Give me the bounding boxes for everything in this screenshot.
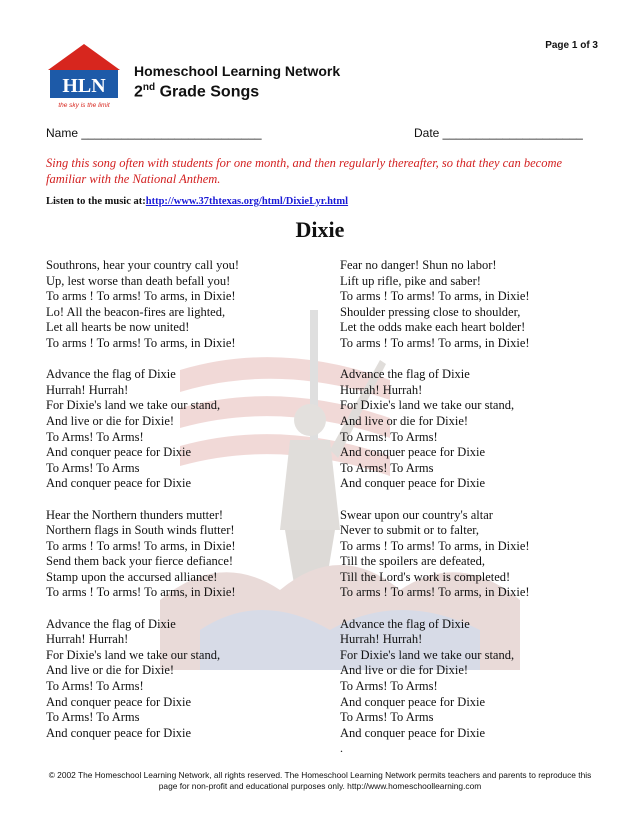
footer-line-1: © 2002 The Homeschool Learning Network, all rights reserved. The Homeschool Learning Network permits teachers and parents to reproduce this xyxy=(48,770,592,780)
page-title xyxy=(134,82,259,101)
lyric-line: Never to submit or to falter, xyxy=(340,523,480,538)
lyric-line: Let the odds make each heart bolder! xyxy=(340,320,526,335)
music-link[interactable]: http://www.37thtexas.org/html/DixieLyr.html xyxy=(145,196,349,207)
stanza xyxy=(340,258,600,352)
song-title: Dixie xyxy=(295,217,345,242)
lyric-line: And conquer peace for Dixie xyxy=(46,476,192,491)
lyric-line: Up, lest worse than death befall you! xyxy=(46,273,231,288)
lyric-line: To arms ! To arms! To arms, in Dixie! xyxy=(46,335,236,350)
lyric-line: For Dixie's land we take our stand, xyxy=(46,647,221,662)
stanza xyxy=(46,367,326,492)
lyric-line: Lo! All the beacon-fires are lighted, xyxy=(46,304,226,319)
lyric-line: And conquer peace for Dixie xyxy=(46,725,192,740)
lyric-line: And conquer peace for Dixie xyxy=(340,725,486,740)
stanza xyxy=(340,508,600,602)
lyric-line: For Dixie's land we take our stand, xyxy=(340,647,515,662)
lyrics-right-column xyxy=(340,258,600,757)
lyric-line: To arms ! To arms! To arms, in Dixie! xyxy=(46,538,236,553)
lyric-line: And conquer peace for Dixie xyxy=(340,445,486,460)
lyric-line: Advance the flag of Dixie xyxy=(46,367,176,382)
lyric-line: Till the spoilers are defeated, xyxy=(340,554,485,569)
lyric-line: To Arms! To Arms! xyxy=(46,679,144,694)
lyric-line: And live or die for Dixie! xyxy=(340,413,469,428)
page-indicator: Page 1 of 3 xyxy=(545,40,598,51)
grade-number: 2 xyxy=(134,83,143,101)
lyric-line: And conquer peace for Dixie xyxy=(46,694,192,709)
lyric-line: Hurrah! Hurrah! xyxy=(46,632,129,647)
lyric-line: Stamp upon the accursed alliance! xyxy=(46,569,218,584)
lyric-line: To arms ! To arms! To arms, in Dixie! xyxy=(340,335,530,350)
lyric-line: Lift up rifle, pike and saber! xyxy=(340,273,481,288)
lyric-line: Till the Lord's work is completed! xyxy=(340,569,511,584)
lyric-line: For Dixie's land we take our stand, xyxy=(340,398,515,413)
grade-suffix: nd xyxy=(142,82,156,93)
name-field[interactable]: Name ___________________________ xyxy=(46,126,262,140)
lyric-line: To Arms! To Arms! xyxy=(340,679,438,694)
lyric-line: And live or die for Dixie! xyxy=(46,663,175,678)
lyric-line: Southrons, hear your country call you! xyxy=(46,258,240,272)
hln-logo xyxy=(46,42,122,110)
lyric-line: Hear the Northern thunders mutter! xyxy=(46,507,224,522)
lyric-line: To Arms! To Arms xyxy=(46,710,140,725)
listen-label: Listen to the music at: xyxy=(46,196,146,207)
stanza xyxy=(340,367,600,492)
lyric-line: To arms ! To arms! To arms, in Dixie! xyxy=(46,289,236,304)
lyric-line: Hurrah! Hurrah! xyxy=(46,382,129,397)
lyric-line: And live or die for Dixie! xyxy=(340,663,469,678)
lyric-line: And live or die for Dixie! xyxy=(46,413,175,428)
lyric-line: To Arms! To Arms xyxy=(46,460,140,475)
lyric-line: To arms ! To arms! To arms, in Dixie! xyxy=(46,585,236,600)
lyric-line: Hurrah! Hurrah! xyxy=(340,382,423,397)
lyric-line: To Arms! To Arms! xyxy=(340,429,438,444)
lyric-line: And conquer peace for Dixie xyxy=(340,476,486,491)
lyric-line: To Arms! To Arms xyxy=(340,710,434,725)
logo-letters: HLN xyxy=(62,75,106,97)
lyric-line: Let all hearts be now united! xyxy=(46,320,190,335)
lyric-line: Northern flags in South winds flutter! xyxy=(46,523,235,538)
trailing-mark: . xyxy=(340,741,343,756)
listen-line xyxy=(46,196,348,207)
lyric-line: To Arms! To Arms xyxy=(340,460,434,475)
lyric-line: Swear upon our country's altar xyxy=(340,507,493,522)
lyric-line: To arms ! To arms! To arms, in Dixie! xyxy=(340,538,530,553)
lyric-line: Fear no danger! Shun no labor! xyxy=(340,258,497,272)
lyric-line: Shoulder pressing close to shoulder, xyxy=(340,304,521,319)
lyric-line: To Arms! To Arms! xyxy=(46,429,144,444)
lyric-line: Advance the flag of Dixie xyxy=(46,616,176,631)
lyric-line: And conquer peace for Dixie xyxy=(46,445,192,460)
footer-copyright xyxy=(30,770,610,792)
stanza xyxy=(46,617,326,742)
lyric-line: Hurrah! Hurrah! xyxy=(340,632,423,647)
stanza xyxy=(340,617,600,742)
lyric-line: Advance the flag of Dixie xyxy=(340,367,470,382)
footer-line-2: page for non-profit and educational purposes only. http://www.homeschoollearning.com xyxy=(158,781,482,791)
org-name: Homeschool Learning Network xyxy=(134,63,341,79)
logo-roof xyxy=(48,44,120,70)
grade-text: Grade Songs xyxy=(155,83,260,101)
lyric-line: To arms ! To arms! To arms, in Dixie! xyxy=(340,289,530,304)
lyric-line: And conquer peace for Dixie xyxy=(340,694,486,709)
instruction-text: Sing this song often with students for one month, and then regularly thereafter, so that they can become familiar with the National Anthem. xyxy=(46,156,563,186)
lyric-line: To arms ! To arms! To arms, in Dixie! xyxy=(340,585,530,600)
stanza xyxy=(46,508,326,602)
lyric-line: Advance the flag of Dixie xyxy=(340,616,470,631)
lyric-line: For Dixie's land we take our stand, xyxy=(46,398,221,413)
logo-tagline: the sky is the limit xyxy=(58,102,110,109)
stanza xyxy=(46,258,326,352)
date-field[interactable]: Date _____________________ xyxy=(414,126,583,140)
lyric-line: Send them back your fierce defiance! xyxy=(46,554,234,569)
lyrics-left-column xyxy=(46,258,326,757)
